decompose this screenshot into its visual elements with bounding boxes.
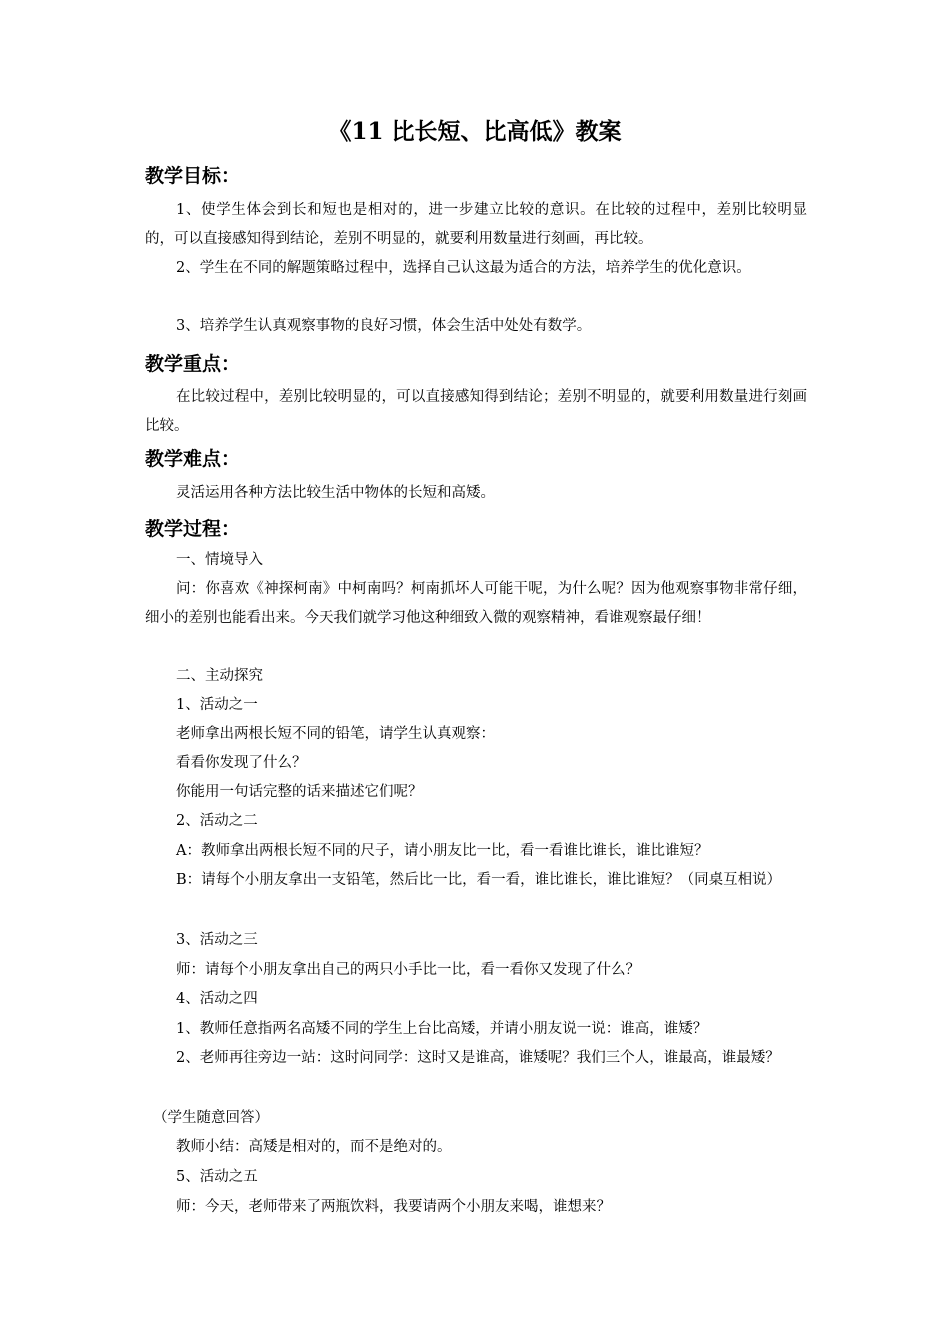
process-line: B：请每个小朋友拿出一支铅笔，然后比一比，看一看，谁比谁长，谁比谁短？（同桌互相说） xyxy=(176,872,782,888)
process-line: 3、活动之三 xyxy=(176,932,258,948)
process-heading: 教学过程： xyxy=(145,518,241,540)
process-line: 1、教师任意指两名高矮不同的学生上台比高矮，并请小朋友说一说：谁高，谁矮？ xyxy=(176,1021,708,1037)
process-line: 4、活动之四 xyxy=(176,991,258,1007)
objective-item-1: 1、使学生体会到长和短也是相对的，进一步建立比较的意识。在比较的过程中，差别比较明显的，可以直接感知得到结论，差别不明显的，就要利用数量进行刻画，再比较。 xyxy=(145,202,807,247)
process-line: 二、主动探究 xyxy=(176,668,263,684)
process-line: A：教师拿出两根长短不同的尺子，请小朋友比一比，看一看谁比谁长，谁比谁短？ xyxy=(176,843,709,859)
process-line: 一、情境导入 xyxy=(176,552,263,568)
process-line: 老师拿出两根长短不同的铅笔，请学生认真观察： xyxy=(176,726,495,742)
process-line: 师：请每个小朋友拿出自己的两只小手比一比，看一看你又发现了什么？ xyxy=(176,962,640,978)
process-line: 2、老师再往旁边一站：这时问同学：这时又是谁高，谁矮呢？我们三个人，谁最高，谁最矮？ xyxy=(176,1050,780,1066)
process-line: 你能用一句话完整的话来描述它们呢？ xyxy=(176,784,423,800)
process-line: （学生随意回答） xyxy=(153,1110,269,1126)
objective-item-3: 3、培养学生认真观察事物的良好习惯，体会生活中处处有数学。 xyxy=(176,318,592,334)
key-points-text: 在比较过程中，差别比较明显的，可以直接感知得到结论；差别不明显的，就要利用数量进行刻画比较。 xyxy=(145,389,807,434)
process-line: 看看你发现了什么？ xyxy=(176,755,307,771)
process-line: 2、活动之二 xyxy=(176,813,258,829)
process-line: 5、活动之五 xyxy=(176,1169,258,1185)
process-line: 教师小结：高矮是相对的，而不是绝对的。 xyxy=(176,1139,452,1155)
document-title: 《11 比长短、比高低》教案 xyxy=(328,118,622,145)
process-line: 问：你喜欢《神探柯南》中柯南吗？柯南抓坏人可能干呢，为什么呢？因为他观察事物非常仔细，细小的差别也能看出来。今天我们就学习他这种细致入微的观察精神，看谁观察最仔细！ xyxy=(145,581,807,626)
difficulties-text: 灵活运用各种方法比较生活中物体的长短和高矮。 xyxy=(176,485,495,501)
key-points-heading: 教学重点： xyxy=(145,353,241,375)
difficulties-heading: 教学难点： xyxy=(145,448,241,470)
process-line: 1、活动之一 xyxy=(176,697,258,713)
objectives-heading: 教学目标： xyxy=(145,165,241,187)
process-line: 师：今天，老师带来了两瓶饮料，我要请两个小朋友来喝，谁想来？ xyxy=(176,1199,611,1215)
objective-item-2: 2、学生在不同的解题策略过程中，选择自己认这最为适合的方法，培养学生的优化意识。 xyxy=(176,260,751,276)
